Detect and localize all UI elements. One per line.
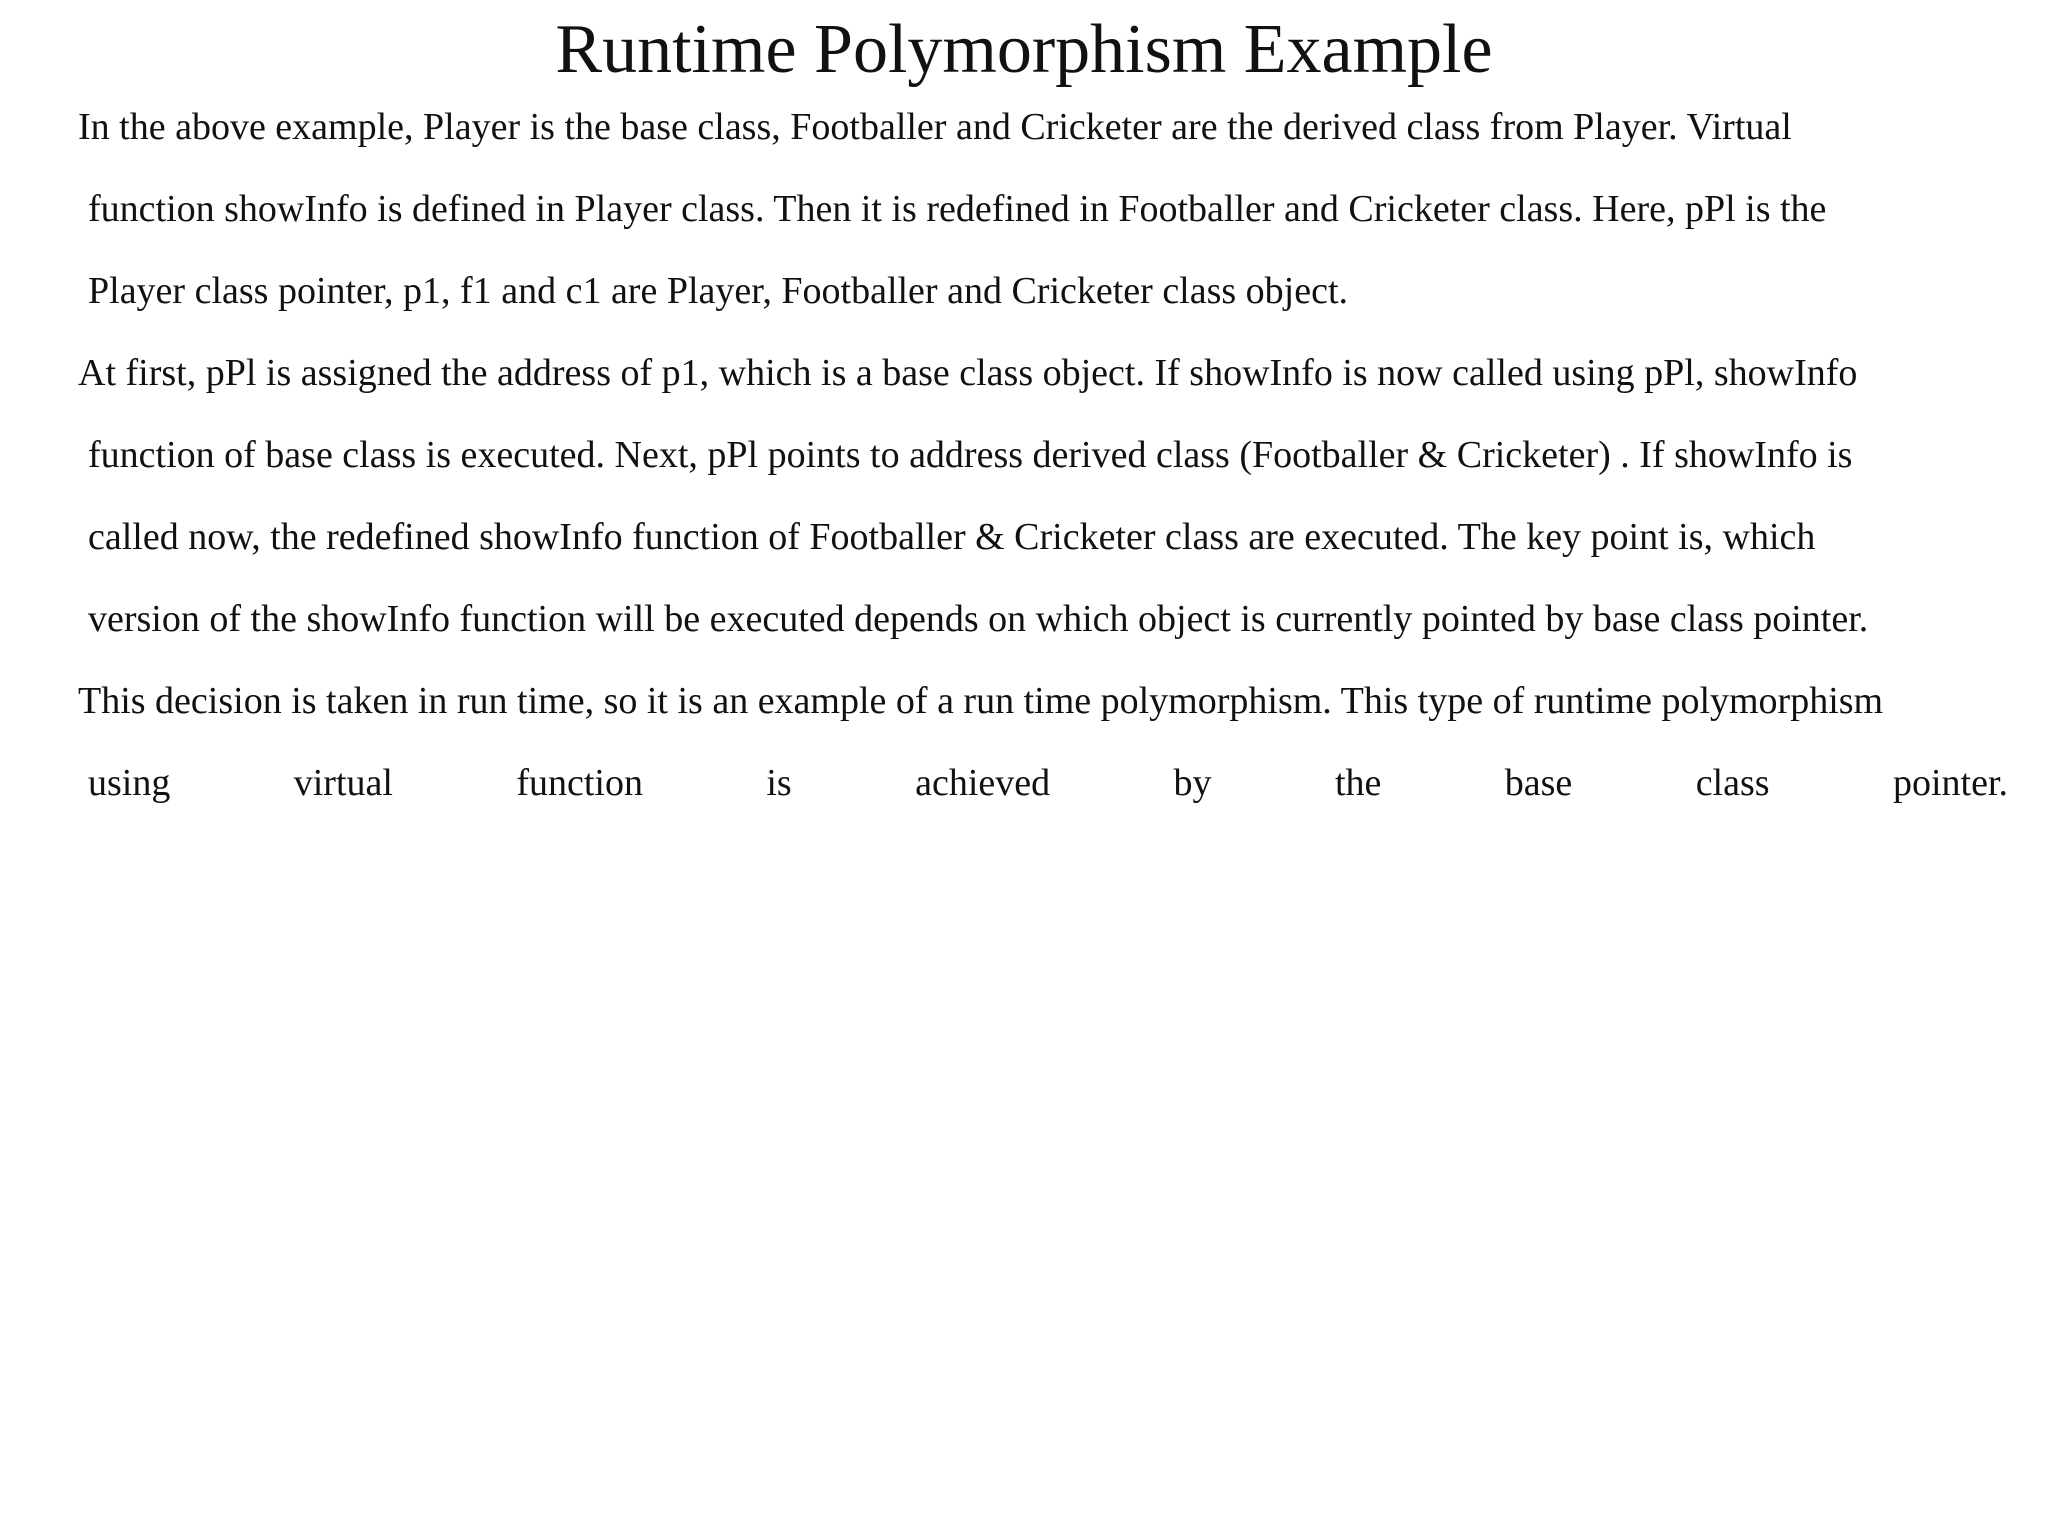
slide-title: Runtime Polymorphism Example — [555, 11, 1493, 88]
body-text-line: called now, the redefined showInfo function of Footballer & Cricketer class are executed. The key point is, which — [88, 516, 1816, 558]
body-text-line: In the above example, Player is the base class, Footballer and Cricketer are the derived class from Player. Virtual — [78, 106, 1792, 148]
body-text-last-line — [88, 759, 2008, 807]
word: base — [1504, 762, 1573, 804]
body-text-line: This decision is taken in run time, so it is an example of a run time polymorphism. This type of runtime polymorphism — [78, 680, 1884, 722]
body-text-line: version of the showInfo function will be executed depends on which object is currently pointed by base class pointer. — [88, 598, 1869, 640]
word: using — [88, 762, 171, 804]
word: function — [516, 762, 643, 804]
word: class — [1695, 762, 1770, 804]
body-text-line: function of base class is executed. Next, pPl points to address derived class (Footballer & Cricketer) . If showInfo is — [88, 434, 1853, 476]
word: is — [766, 762, 792, 804]
word: by — [1173, 762, 1212, 804]
body-text-line: function showInfo is defined in Player class. Then it is redefined in Footballer and Cricketer class. Here, pPl is the — [88, 188, 1827, 230]
body-text-line: At first, pPl is assigned the address of p1, which is a base class object. If showInfo is now called using pPl, showInfo — [78, 352, 1858, 394]
word: pointer. — [1892, 762, 2008, 804]
word: virtual — [293, 762, 393, 804]
word: the — [1334, 762, 1382, 804]
body-text-line: Player class pointer, p1, f1 and c1 are Player, Footballer and Cricketer class object. — [88, 270, 1349, 312]
word: achieved — [915, 762, 1051, 804]
